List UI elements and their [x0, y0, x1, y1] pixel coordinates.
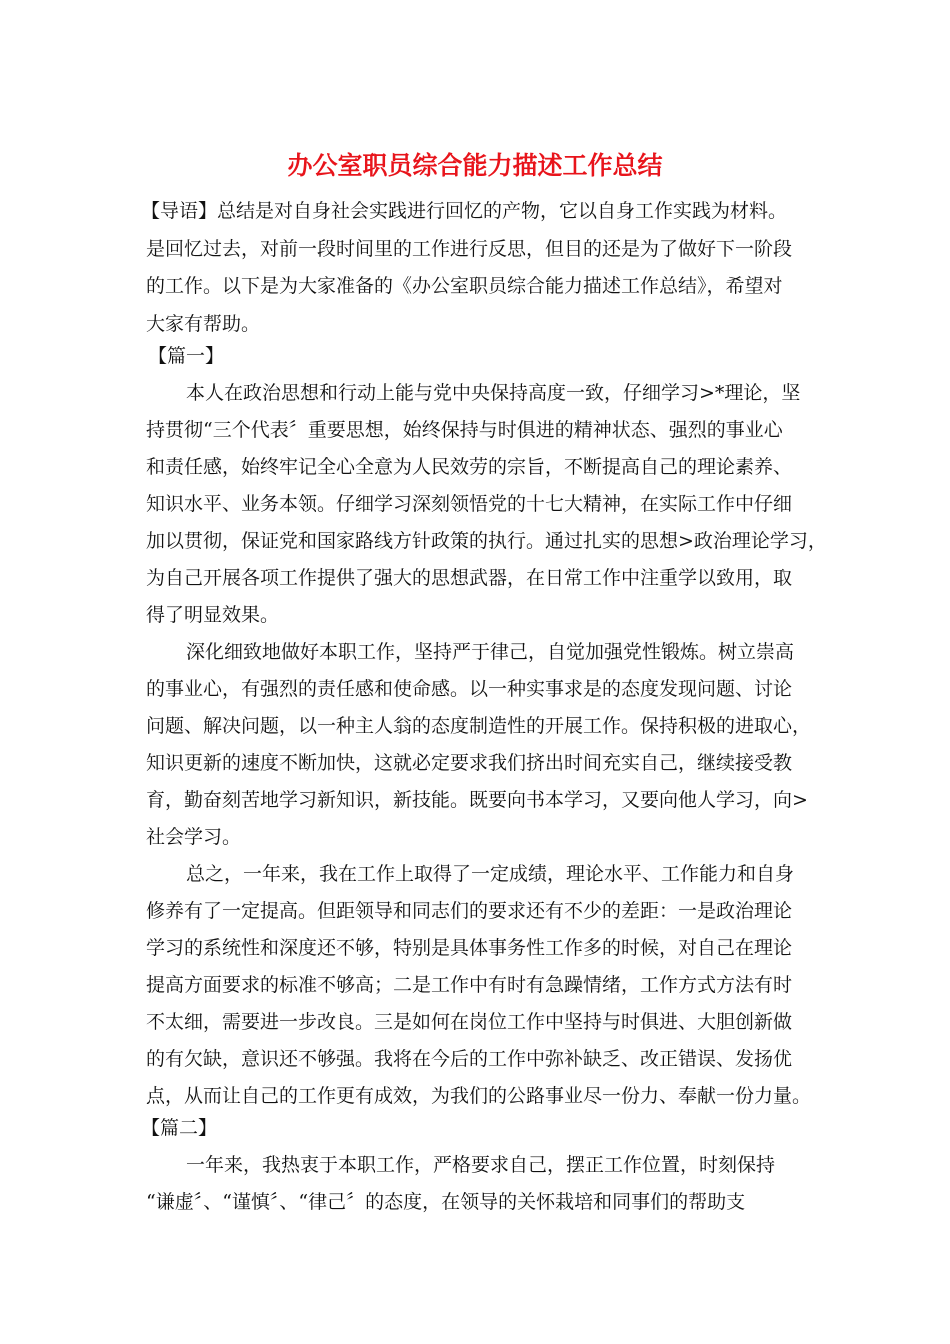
p2-line-4: 知识更新的速度不断加快，这就必定要求我们挤出时间充实自己，继续接受教: [146, 752, 793, 774]
p4-line-1: 一年来，我热衷于本职工作，严格要求自己，摆正工作位置，时刻保持: [186, 1154, 776, 1176]
p3-line-5: 不太细，需要进一步改良。三是如何在岗位工作中坚持与时俱进、大胆创新做: [146, 1011, 793, 1033]
p3-line-7: 点，从而让自己的工作更有成效，为我们的公路事业尽一份力、奉献一份力量。: [146, 1085, 812, 1107]
p2-line-1: 深化细致地做好本职工作，坚持严于律己，自觉加强党性锻炼。树立崇高: [186, 641, 795, 663]
p1-line-3: 和责任感，始终牢记全心全意为人民效劳的宗旨，不断提高自己的理论素养、: [146, 456, 793, 478]
p2-line-3: 问题、解决问题，以一种主人翁的态度制造性的开展工作。保持积极的进取心，: [146, 715, 812, 737]
p3-line-6: 的有欠缺，意识还不够强。我将在今后的工作中弥补缺乏、改正错误、发扬优: [146, 1048, 793, 1070]
p1-line-2: 持贯彻“三个代表〞重要思想，始终保持与时俱进的精神状态、强烈的事业心: [146, 419, 783, 441]
intro-line-3: 的工作。以下是为大家准备的《办公室职员综合能力描述工作总结》，希望对: [146, 275, 783, 297]
p3-line-2: 修养有了一定提高。但距领导和同志们的要求还有不少的差距：一是政治理论: [146, 900, 793, 922]
intro-line-4: 大家有帮助。: [146, 313, 261, 335]
p1-line-7: 得了明显效果。: [146, 604, 280, 626]
p1-line-4: 知识水平、业务本领。仔细学习深刻领悟党的十七大精神，在实际工作中仔细: [146, 493, 793, 515]
p1-line-5: 加以贯彻，保证党和国家路线方针政策的执行。通过扎实的思想>政治理论学习，: [146, 530, 827, 552]
document-title: 办公室职员综合能力描述工作总结: [287, 151, 663, 180]
p2-line-5: 育，勤奋刻苦地学习新知识，新技能。既要向书本学习，又要向他人学习，向>: [146, 789, 808, 811]
p1-line-6: 为自己开展各项工作提供了强大的思想武器，在日常工作中注重学以致用，取: [146, 567, 793, 589]
p4-line-2: “谦虚〞、“谨慎〞、“律己〞的态度，在领导的关怀栽培和同事们的帮助支: [146, 1191, 746, 1213]
section-heading-2: 【篇二】: [141, 1117, 218, 1139]
p3-line-4: 提高方面要求的标准不够高；二是工作中有时有急躁情绪，工作方式方法有时: [146, 974, 793, 996]
intro-line-1: 【导语】总结是对自身社会实践进行回忆的产物，它以自身工作实践为材料。: [141, 200, 788, 222]
p3-line-3: 学习的系统性和深度还不够，特别是具体事务性工作多的时候，对自己在理论: [146, 937, 793, 959]
p3-line-1: 总之，一年来，我在工作上取得了一定成绩，理论水平、工作能力和自身: [186, 863, 795, 885]
p2-line-6: 社会学习。: [146, 826, 242, 848]
p1-line-1: 本人在政治思想和行动上能与党中央保持高度一致，仔细学习>*理论，坚: [186, 382, 801, 404]
p2-line-2: 的事业心，有强烈的责任感和使命感。以一种实事求是的态度发现问题、讨论: [146, 678, 793, 700]
section-heading-1: 【篇一】: [148, 345, 225, 367]
intro-line-2: 是回忆过去，对前一段时间里的工作进行反思，但目的还是为了做好下一阶段: [146, 238, 793, 260]
